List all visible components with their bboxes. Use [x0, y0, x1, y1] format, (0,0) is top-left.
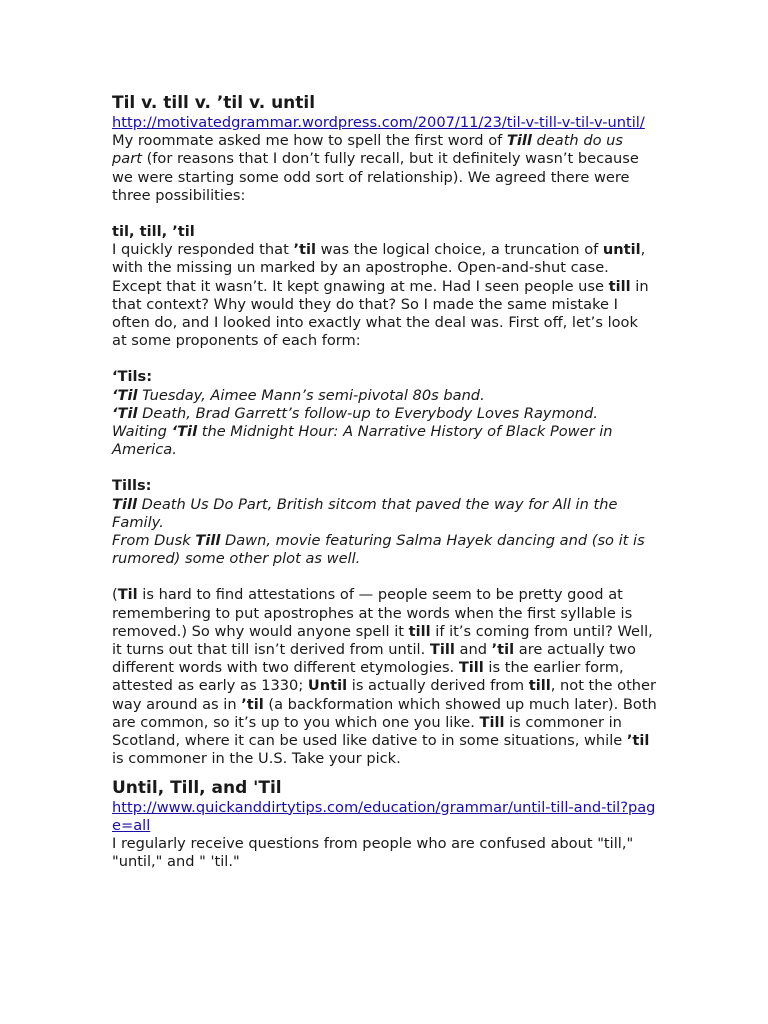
- list-item: From Dusk Till Dawn, movie featuring Salma Hayek dancing and (so it is rumored) some other plot as well.: [112, 532, 645, 568]
- section1-intro: My roommate asked me how to spell the first word of Till death do us part (for reasons that I don’t fully recall, but it definitely wasn’t because we were starting some odd sort of relationship). We agreed there were three possibilities:: [112, 132, 639, 204]
- list-item: ‘Til Death, Brad Garrett’s follow-up to Everybody Loves Raymond.: [112, 404, 598, 422]
- section1-para2: (Til is hard to find attestations of — people seem to be pretty good at remembering to put apostrophes at the words when the first syllable is removed.) So why would anyone spell it till if it’s coming from until? Well, it turns out that till isn’t derived from until. Till and ’til are actually two different words with two different etymologies. Till is the earlier form, attested as early as 1330; Until is actually derived from till, not the other way around as in ’til (a backformation which showed up much later). Both are common, so it’s up to you which one you like. Till is commoner in Scotland, where it can be used like dative to in some situations, while ’til is commoner in the U.S. Take your pick.: [112, 586, 657, 768]
- list-item: Till Death Us Do Part, British sitcom that paved the way for All in the Family.: [112, 495, 618, 531]
- document-content: [112, 92, 657, 871]
- tills-heading: Tills:: [112, 477, 152, 495]
- section1-para1: I quickly responded that ’til was the logical choice, a truncation of until, with the missing un marked by an apostrophe. Open-and-shut case. Except that it wasn’t. It kept gnawing at me. Had I seen people use till in that context? Why would they do that? So I made the same mistake I often do, and I looked into exactly what the deal was. First off, let’s look at some proponents of each form:: [112, 241, 649, 350]
- list-item: ‘Til Tuesday, Aimee Mann’s semi-pivotal 80s band.: [112, 386, 485, 404]
- options-heading: til, till, ’til: [112, 223, 195, 241]
- section2-link[interactable]: http://www.quickanddirtytips.com/education/grammar/until-till-and-til?page=all: [112, 798, 656, 834]
- section2-title: Until, Till, and 'Til: [112, 777, 282, 798]
- tils-heading: ‘Tils:: [112, 368, 153, 386]
- list-item: Waiting ‘Til the Midnight Hour: A Narrative History of Black Power in America.: [112, 423, 613, 459]
- section1-link[interactable]: http://motivatedgrammar.wordpress.com/2007/11/23/til-v-till-v-til-v-until/: [112, 114, 645, 131]
- section1-title: Til v. till v. ’til v. until: [112, 93, 316, 113]
- section2-para: I regularly receive questions from people who are confused about "till," "until," and " 'til.": [112, 834, 634, 871]
